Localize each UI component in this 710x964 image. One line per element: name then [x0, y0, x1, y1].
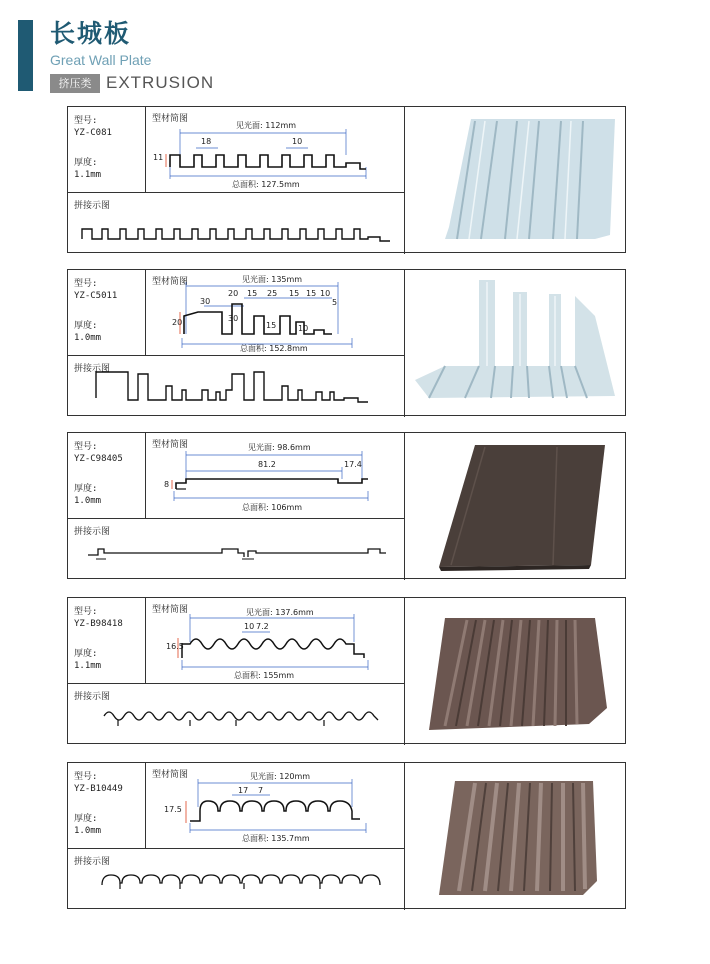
splice-label: 拼接示图	[74, 527, 111, 537]
splice-label: 拼接示图	[74, 857, 111, 867]
thickness-value: 1.0mm	[74, 826, 102, 836]
model-value: YZ-B10449	[74, 784, 123, 794]
section-drawing-cell	[146, 107, 405, 193]
section-drawing-cell	[146, 763, 405, 849]
info-cell	[68, 107, 146, 193]
section-profile	[146, 270, 405, 356]
thickness-label: 厚度:	[74, 158, 98, 168]
section-label: 型材简图	[152, 605, 189, 615]
total-width-label: 总面积: 106mm	[242, 503, 303, 512]
model-label: 型号:	[74, 279, 98, 289]
product-photo-cell	[405, 763, 627, 910]
product-card	[67, 269, 626, 416]
product-photo	[405, 270, 627, 417]
model-label: 型号:	[74, 442, 98, 452]
total-width-label: 总面积: 135.7mm	[242, 834, 310, 843]
dimension-label: 30	[228, 314, 239, 323]
dimension-label: 10	[320, 289, 331, 298]
dimension-label: 15	[306, 289, 317, 298]
product-photo	[405, 433, 627, 580]
product-card	[67, 762, 626, 909]
dimension-label: 81.2	[258, 460, 276, 469]
splice-diagram-cell	[68, 849, 405, 910]
visible-width-label: 见光面: 120mm	[250, 772, 311, 781]
dimension-label: 17	[238, 786, 249, 795]
total-width-label: 总面积: 152.8mm	[240, 344, 308, 353]
model-value: YZ-B98418	[74, 619, 123, 629]
thickness-value: 1.0mm	[74, 496, 102, 506]
thickness-value: 1.1mm	[74, 170, 102, 180]
info-cell	[68, 763, 146, 849]
product-photo-cell	[405, 598, 627, 745]
total-width-label: 总面积: 155mm	[234, 671, 295, 680]
model-value: YZ-C5011	[74, 291, 118, 301]
visible-width-label: 见光面: 98.6mm	[248, 443, 311, 452]
thickness-value: 1.1mm	[74, 661, 102, 671]
dimension-label: 10	[292, 137, 303, 146]
thickness-label: 厚度:	[74, 649, 98, 659]
splice-label: 拼接示图	[74, 201, 111, 211]
section-label: 型材简图	[152, 440, 189, 450]
page-subtitle: Great Wall Plate	[50, 52, 152, 68]
dimension-label: 15	[247, 289, 258, 298]
product-card	[67, 106, 626, 253]
thickness-label: 厚度:	[74, 814, 98, 824]
product-photo-cell	[405, 270, 627, 417]
product-card	[67, 432, 626, 579]
dimension-label: 10	[244, 622, 255, 631]
product-photo	[405, 763, 627, 910]
splice-diagram-cell	[68, 519, 405, 580]
product-photo	[405, 598, 627, 745]
model-value: YZ-C98405	[74, 454, 123, 464]
total-width-label: 总面积: 127.5mm	[232, 180, 300, 189]
dimension-label: 7.2	[256, 622, 269, 631]
splice-diagram-cell	[68, 684, 405, 745]
section-profile	[146, 433, 405, 519]
model-label: 型号:	[74, 116, 98, 126]
info-cell	[68, 433, 146, 519]
dimension-label: 20	[228, 289, 239, 298]
visible-width-label: 见光面: 137.6mm	[246, 608, 314, 617]
splice-profile	[68, 684, 405, 745]
info-cell	[68, 270, 146, 356]
splice-label: 拼接示图	[74, 364, 111, 374]
dimension-label: 17.5	[164, 805, 182, 814]
dimension-label: 5	[332, 298, 338, 307]
section-drawing-cell	[146, 270, 405, 356]
model-label: 型号:	[74, 607, 98, 617]
product-photo	[405, 107, 627, 254]
info-cell	[68, 598, 146, 684]
dimension-label: 30	[200, 297, 211, 306]
section-label: 型材简图	[152, 114, 189, 124]
dimension-label: 7	[258, 786, 264, 795]
splice-label: 拼接示图	[74, 692, 111, 702]
dimension-label: 20	[172, 318, 183, 327]
category-badge: 挤压类	[50, 74, 100, 93]
splice-profile	[68, 193, 405, 254]
section-profile	[146, 598, 405, 684]
model-label: 型号:	[74, 772, 98, 782]
dimension-label: 17.4	[344, 460, 362, 469]
category-label: EXTRUSION	[106, 73, 215, 92]
dimension-label: 16.5	[166, 642, 184, 651]
visible-width-label: 见光面: 135mm	[242, 275, 303, 284]
thickness-label: 厚度:	[74, 484, 98, 494]
thickness-value: 1.0mm	[74, 333, 102, 343]
model-value: YZ-C081	[74, 128, 112, 138]
section-drawing-cell	[146, 433, 405, 519]
thickness-label: 厚度:	[74, 321, 98, 331]
product-card	[67, 597, 626, 744]
dimension-label: 10	[298, 324, 309, 333]
splice-diagram-cell	[68, 356, 405, 417]
product-photo-cell	[405, 433, 627, 580]
dimension-label: 25	[267, 289, 278, 298]
splice-profile	[68, 519, 405, 580]
section-label: 型材简图	[152, 770, 189, 780]
splice-profile	[68, 356, 405, 417]
splice-diagram-cell	[68, 193, 405, 254]
section-drawing-cell	[146, 598, 405, 684]
section-profile	[146, 107, 405, 193]
header-bar	[18, 20, 33, 91]
section-profile	[146, 763, 405, 849]
dimension-label: 15	[266, 321, 277, 330]
dimension-label: 15	[289, 289, 300, 298]
section-label: 型材简图	[152, 277, 189, 287]
page-title: 长城板	[50, 19, 132, 48]
splice-profile	[68, 849, 405, 910]
product-photo-cell	[405, 107, 627, 254]
dimension-label: 11	[153, 153, 164, 162]
dimension-label: 18	[201, 137, 212, 146]
dimension-label: 8	[164, 480, 170, 489]
visible-width-label: 见光面: 112mm	[236, 121, 297, 130]
